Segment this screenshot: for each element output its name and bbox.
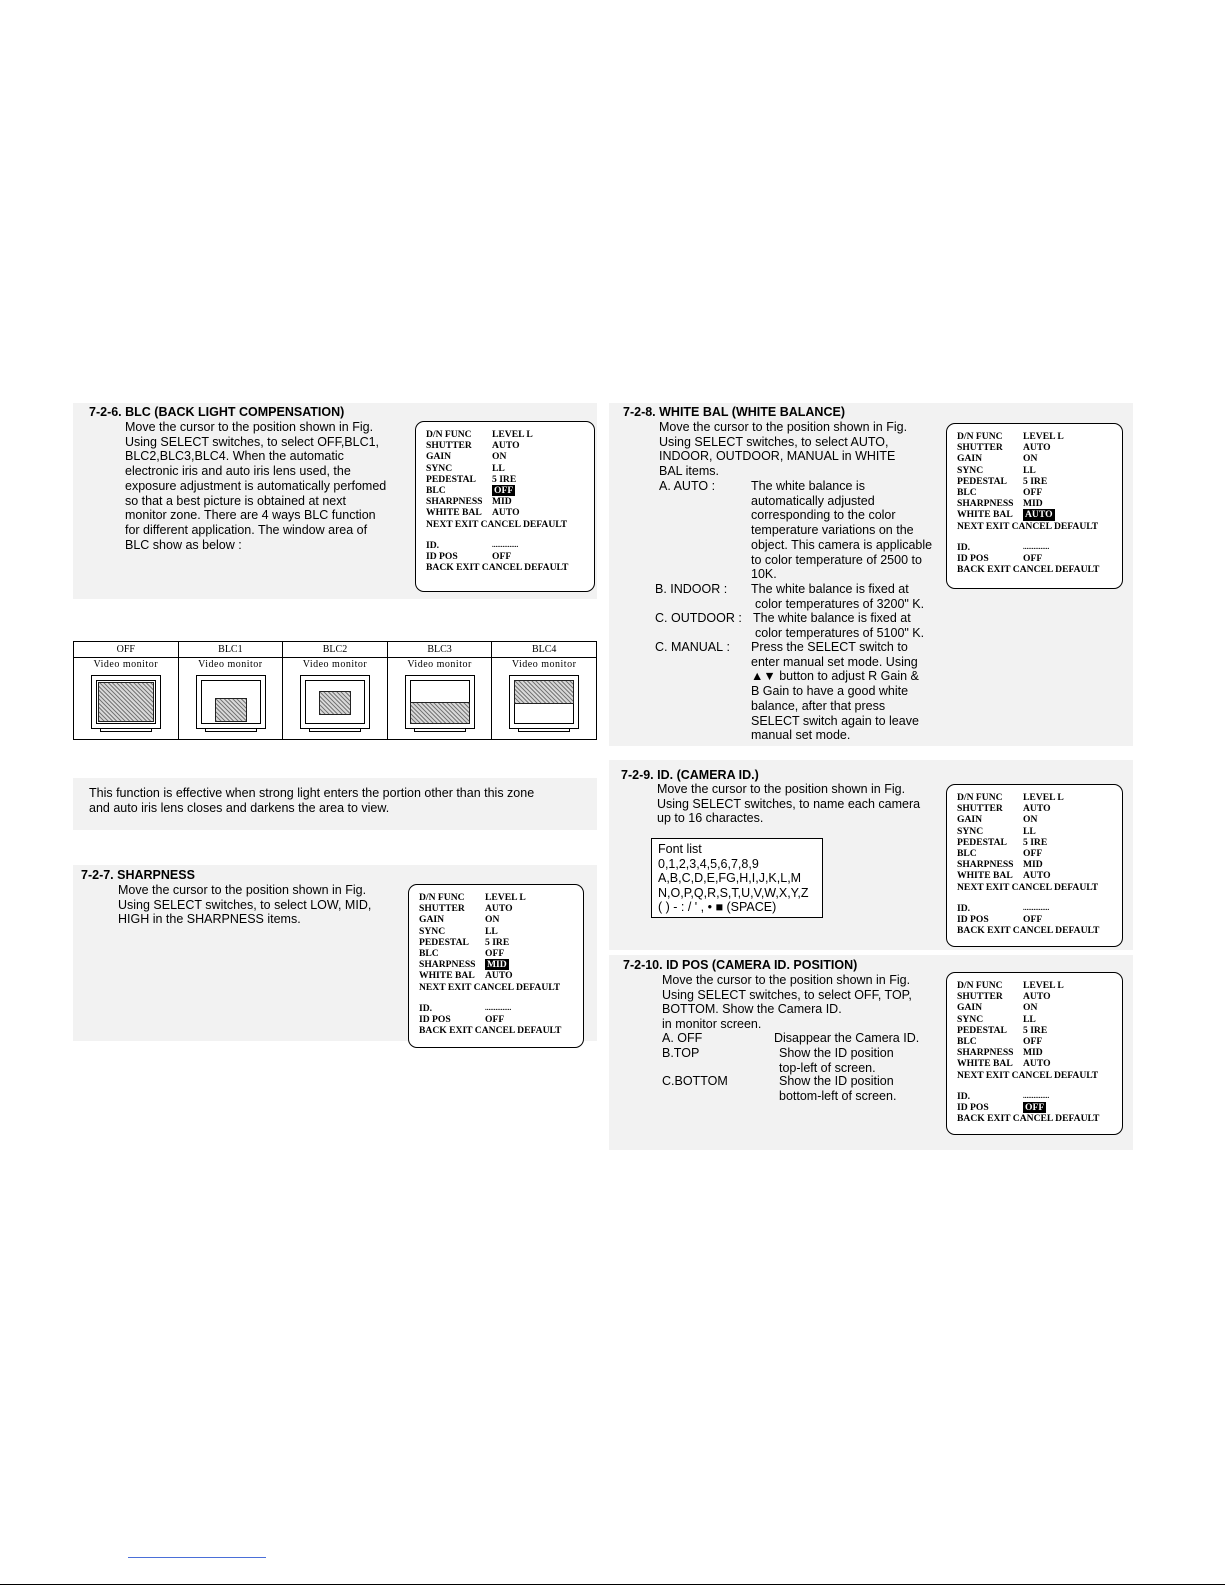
text-line: automatically adjusted (751, 493, 875, 508)
menu-value: LEVEL L (1023, 980, 1064, 991)
menu-row-white-bal (426, 507, 594, 518)
menu-row-id-pos (957, 1102, 1122, 1113)
text-line: ▲▼ button to adjust R Gain & (751, 669, 919, 684)
menu-row-dn-func (957, 792, 1122, 803)
menu-key: D/N FUNC (957, 792, 1003, 803)
blc-description (125, 420, 386, 552)
menu-row-back: BACK EXIT CANCEL DEFAULT (426, 562, 569, 574)
menu-key: SYNC (957, 1013, 984, 1025)
text-line: SELECT switch again to leave (751, 713, 919, 728)
text-line: and auto iris lens closes and darkens the area to view. (89, 800, 390, 815)
menu-row-sharpness (419, 959, 583, 970)
text-line: Using SELECT switches, to select AUTO, (659, 434, 889, 449)
text-line: INDOOR, OUTDOOR, MANUAL in WHITE (659, 449, 896, 464)
menu-key: PEDESTAL (419, 936, 469, 948)
menu-key: PEDESTAL (426, 473, 476, 485)
blc-cell-blc2 (283, 642, 388, 739)
text-line: Using SELECT switches, to name each camera (657, 796, 921, 811)
menu-key: BLC (419, 947, 439, 959)
menu-key: ID POS (957, 913, 989, 925)
option-text-off: Disappear the Camera ID. (774, 1031, 920, 1045)
text-line: to color temperature of 2500 to (751, 552, 922, 567)
monitor-stand (205, 728, 257, 732)
text-line: electronic iris and auto iris lens used, the (125, 464, 351, 479)
option-label-bottom: C.BOTTOM (662, 1074, 728, 1088)
blc-cell-label: BLC3 (388, 642, 492, 658)
menu-key: GAIN (957, 453, 983, 465)
menu-row-dn-func (957, 980, 1122, 991)
menu-row-pedestal (419, 937, 583, 948)
menu-gap (957, 893, 1122, 903)
menu-gap (957, 1081, 1122, 1091)
sharpness-description (118, 883, 371, 927)
osd-menu-white-bal (946, 423, 1123, 589)
text-line: Using SELECT switches, to select OFF, TOP, (662, 987, 912, 1002)
menu-value: ............... (1023, 903, 1050, 912)
menu-row-dn-func (426, 429, 594, 440)
menu-key: BLC (957, 847, 977, 859)
menu-key: BLC (957, 1035, 977, 1047)
option-text-bottom (779, 1074, 896, 1103)
menu-key: WHITE BAL (419, 970, 475, 982)
camera-id-description (657, 782, 920, 826)
option-text-outdoor (753, 611, 924, 640)
menu-row-id (426, 540, 594, 551)
menu-row-id-pos (419, 1014, 583, 1025)
menu-key: PEDESTAL (957, 836, 1007, 848)
menu-key: SYNC (957, 825, 984, 837)
menu-key: ID. (957, 1090, 971, 1102)
text-line: corresponding to the color (751, 508, 896, 523)
blc-cell-blc4 (492, 642, 596, 739)
monitor-icon (300, 675, 370, 729)
menu-row-gain (957, 814, 1122, 825)
monitor-icon (509, 675, 579, 729)
menu-row-id (957, 1091, 1122, 1102)
blc-window-table (73, 641, 597, 740)
menu-key: PEDESTAL (957, 1024, 1007, 1036)
menu-row-id-pos (957, 553, 1122, 564)
menu-row-back: BACK EXIT CANCEL DEFAULT (957, 1113, 1100, 1125)
menu-value: OFF (1023, 847, 1043, 859)
text-line: top-left of screen. (779, 1060, 876, 1075)
menu-row-gain (426, 451, 594, 462)
menu-gap (426, 530, 594, 540)
text-line: temperature variations on the (751, 523, 914, 538)
menu-row-next: NEXT EXIT CANCEL DEFAULT (419, 981, 561, 993)
menu-row-pedestal (957, 1025, 1122, 1036)
menu-key: ID POS (419, 1013, 451, 1025)
menu-key: SHUTTER (419, 903, 465, 915)
menu-row-pedestal (957, 837, 1122, 848)
menu-row-white-bal (419, 970, 583, 981)
blc-cell-label: OFF (74, 642, 178, 658)
menu-row-id (957, 903, 1122, 914)
monitor-stand (100, 728, 152, 732)
blc-cell-label: BLC2 (283, 642, 387, 658)
menu-value-highlighted: MID (487, 959, 507, 971)
menu-row-gain (957, 1002, 1122, 1013)
menu-key: WHITE BAL (957, 509, 1013, 521)
menu-key: D/N FUNC (426, 429, 472, 440)
blc-cell-caption: Video monitor (302, 659, 368, 670)
menu-key: ID POS (426, 550, 458, 562)
menu-row-sharpness (957, 859, 1122, 870)
blc-cell-caption: Video monitor (198, 659, 263, 670)
menu-value: MID (1023, 859, 1043, 871)
menu-key: WHITE BAL (426, 507, 482, 519)
option-text-manual (751, 640, 919, 743)
font-list-line: N,O,P,Q,R,S,T,U,V,W,X,Y,Z (658, 885, 809, 900)
option-label-indoor: B. INDOOR : (655, 582, 728, 596)
menu-value-highlighted: OFF (494, 484, 514, 496)
menu-key: SHUTTER (426, 440, 472, 452)
text-line: 10K. (751, 567, 777, 582)
option-text-auto (751, 479, 932, 582)
menu-row-gain (419, 914, 583, 925)
blc-section-title: 7-2-6. BLC (BACK LIGHT COMPENSATION) (89, 405, 345, 419)
text-line: This function is effective when strong light enters the portion other than this zone (89, 786, 535, 800)
option-label-off: A. OFF (662, 1031, 703, 1045)
menu-key: SYNC (426, 462, 453, 474)
font-list-line: A,B,C,D,E,FG,H,I,J,K,L,M (658, 871, 802, 886)
menu-row-sharpness (957, 498, 1122, 509)
osd-menu-camera-id (946, 784, 1123, 947)
menu-key: WHITE BAL (957, 1058, 1013, 1070)
menu-value: LL (1023, 464, 1036, 476)
menu-value: LEVEL L (485, 892, 526, 903)
menu-value: 5 IRE (492, 473, 517, 485)
monitor-stand (414, 728, 466, 732)
text-line: for different application. The window area of (125, 522, 368, 537)
blc-zone (319, 691, 351, 715)
white-bal-description (659, 420, 907, 479)
menu-value: OFF (485, 1013, 505, 1025)
menu-key: SHARPNESS (957, 498, 1014, 510)
menu-key: SYNC (957, 464, 984, 476)
monitor-icon (91, 675, 161, 729)
footer-link-underline (128, 1557, 266, 1558)
menu-key: SHARPNESS (419, 959, 476, 971)
menu-value: LEVEL L (1023, 792, 1064, 803)
menu-key: BLC (426, 484, 446, 496)
menu-row-blc (419, 948, 583, 959)
menu-value-highlighted: AUTO (1025, 509, 1053, 521)
menu-key: SHUTTER (957, 803, 1003, 815)
font-list-line: ( ) - : / ' , • ■ (SPACE) (658, 900, 777, 915)
menu-value: ON (492, 451, 507, 463)
menu-value: OFF (1023, 552, 1043, 564)
text-line: in monitor screen. (662, 1017, 762, 1032)
id-pos-description (662, 973, 912, 1032)
white-bal-section-title: 7-2-8. WHITE BAL (WHITE BALANCE) (623, 405, 845, 419)
blc-zone (215, 698, 247, 722)
menu-row-shutter (419, 903, 583, 914)
menu-key: PEDESTAL (957, 475, 1007, 487)
text-line: Move the cursor to the position shown in Fig. (657, 782, 906, 796)
menu-key: SHUTTER (957, 991, 1003, 1003)
menu-key: WHITE BAL (957, 870, 1013, 882)
menu-row-blc (957, 1036, 1122, 1047)
text-line: Show the ID position (779, 1046, 894, 1060)
blc-cell-caption: Video monitor (407, 659, 472, 670)
menu-row-shutter (426, 440, 594, 451)
menu-value: ON (1023, 1002, 1038, 1014)
text-line: BAL items. (659, 464, 719, 479)
menu-row-sync (957, 1014, 1122, 1025)
menu-row-blc (426, 485, 594, 496)
font-list-box (651, 838, 823, 918)
menu-value: OFF (1023, 486, 1043, 498)
monitor-stand (309, 728, 361, 732)
menu-value: MID (492, 496, 512, 508)
menu-row-back: BACK EXIT CANCEL DEFAULT (419, 1025, 562, 1037)
blc-cell-caption: Video monitor (93, 659, 159, 670)
menu-row-pedestal (957, 476, 1122, 487)
text-line: B Gain to have a good white (751, 684, 909, 699)
menu-value: ON (1023, 814, 1038, 826)
menu-gap (957, 532, 1122, 542)
option-label-manual: C. MANUAL : (655, 640, 731, 654)
menu-row-blc (957, 487, 1122, 498)
menu-value: OFF (485, 947, 505, 959)
text-line: BLC2,BLC3,BLC4. When the automatic (125, 449, 344, 464)
menu-row-sharpness (957, 1047, 1122, 1058)
text-line: exposure adjustment is automatically perfomed (125, 478, 387, 493)
menu-value: AUTO (492, 440, 520, 452)
text-line: object. This camera is applicable (751, 537, 933, 552)
menu-key: GAIN (957, 1002, 983, 1014)
menu-row-shutter (957, 991, 1122, 1002)
menu-row-dn-func (957, 431, 1122, 442)
text-line: color temperatures of 5100" K. (755, 625, 925, 640)
menu-value: ............... (485, 1003, 512, 1012)
text-line: Using SELECT switches, to select LOW, MID, (118, 897, 372, 912)
option-label-top: B.TOP (662, 1046, 700, 1060)
menu-row-id (957, 542, 1122, 553)
menu-row-white-bal (957, 1058, 1122, 1069)
text-line: up to 16 charactes. (657, 811, 764, 826)
menu-key: GAIN (957, 814, 983, 826)
text-line: Move the cursor to the position shown in Fig. (118, 883, 367, 897)
menu-row-next: NEXT EXIT CANCEL DEFAULT (957, 520, 1099, 532)
blc-cell-label: BLC4 (492, 642, 596, 658)
text-line: Show the ID position (779, 1074, 894, 1088)
text-line: manual set mode. (751, 728, 851, 743)
text-line: Move the cursor to the position shown in Fig. (662, 973, 911, 987)
menu-key: ID POS (957, 552, 989, 564)
text-line: The white balance is fixed at (753, 611, 911, 625)
blc-cell-label: BLC1 (179, 642, 283, 658)
text-line: bottom-left of screen. (779, 1088, 897, 1103)
menu-key: ID POS (957, 1101, 989, 1113)
menu-value: AUTO (1023, 442, 1051, 454)
menu-key: ID. (426, 539, 440, 551)
menu-value: AUTO (492, 507, 520, 519)
menu-row-shutter (957, 803, 1122, 814)
menu-row-sync (957, 826, 1122, 837)
menu-value: AUTO (485, 903, 513, 915)
menu-row-dn-func (419, 892, 583, 903)
blc-cell-off (74, 642, 179, 739)
text-line: color temperatures of 3200" K. (755, 596, 925, 611)
font-list-title: Font list (658, 842, 702, 856)
menu-key: D/N FUNC (957, 431, 1003, 442)
osd-menu-sharpness (408, 884, 584, 1048)
menu-row-blc (957, 848, 1122, 859)
menu-row-white-bal (957, 509, 1122, 520)
blc-zone (98, 682, 154, 722)
menu-row-white-bal (957, 870, 1122, 881)
text-line: Move the cursor to the position shown in Fig. (659, 420, 908, 434)
menu-key: ID. (419, 1002, 433, 1014)
text-line: BOTTOM. Show the Camera ID. (662, 1002, 842, 1017)
osd-menu-id-pos (946, 972, 1123, 1135)
menu-value-highlighted: OFF (1025, 1101, 1045, 1113)
menu-row-id-pos (957, 914, 1122, 925)
menu-row-sync (957, 465, 1122, 476)
menu-value: LL (485, 925, 498, 937)
menu-key: GAIN (426, 451, 452, 463)
menu-value: OFF (492, 550, 512, 562)
font-list-line: 0,1,2,3,4,5,6,7,8,9 (658, 856, 759, 871)
text-line: Press the SELECT switch to (751, 640, 908, 654)
menu-value: ON (1023, 453, 1038, 465)
menu-key: BLC (957, 486, 977, 498)
menu-value: 5 IRE (1023, 1024, 1048, 1036)
text-line: so that a best picture is obtained at next (125, 493, 346, 508)
menu-value: ............... (492, 540, 519, 549)
menu-value: ON (485, 914, 500, 926)
menu-key: GAIN (419, 914, 445, 926)
menu-value: 5 IRE (1023, 475, 1048, 487)
monitor-stand (518, 728, 570, 732)
monitor-icon (405, 675, 475, 729)
menu-row-back: BACK EXIT CANCEL DEFAULT (957, 564, 1100, 576)
menu-row-gain (957, 453, 1122, 464)
blc-cell-blc3 (388, 642, 493, 739)
menu-value: AUTO (1023, 1058, 1051, 1070)
menu-row-sharpness (426, 496, 594, 507)
menu-row-next: NEXT EXIT CANCEL DEFAULT (957, 1069, 1099, 1081)
menu-key: SYNC (419, 925, 446, 937)
camera-id-section-title: 7-2-9. ID. (CAMERA ID.) (621, 768, 759, 782)
menu-key: SHARPNESS (957, 859, 1014, 871)
menu-row-id-pos (426, 551, 594, 562)
text-line: The white balance is (751, 479, 865, 493)
menu-key: SHUTTER (957, 442, 1003, 454)
text-line: balance, after that press (751, 698, 886, 713)
id-pos-section-title: 7-2-10. ID POS (CAMERA ID. POSITION) (623, 958, 858, 972)
blc-cell-blc1 (179, 642, 284, 739)
blc-zone (514, 680, 574, 704)
menu-value: AUTO (1023, 991, 1051, 1003)
menu-value: LEVEL L (1023, 431, 1064, 442)
menu-value: AUTO (485, 970, 513, 982)
menu-gap (419, 993, 583, 1003)
menu-value: LL (1023, 825, 1036, 837)
option-text-top (779, 1046, 894, 1075)
menu-key: ID. (957, 541, 971, 553)
menu-row-sync (426, 463, 594, 474)
menu-value: ............... (1023, 1091, 1050, 1100)
menu-value: LL (492, 462, 505, 474)
blc-note (89, 786, 534, 815)
osd-menu-blc (415, 421, 595, 592)
text-line: The white balance is fixed at (751, 582, 909, 596)
option-text-indoor (751, 582, 924, 611)
menu-key: SHARPNESS (426, 496, 483, 508)
text-line: HIGH in the SHARPNESS items. (118, 912, 301, 927)
option-label-auto: A. AUTO : (659, 479, 716, 493)
text-line: monitor zone. There are 4 ways BLC function (125, 508, 376, 523)
menu-value: LL (1023, 1013, 1036, 1025)
menu-value: AUTO (1023, 870, 1051, 882)
menu-row-sync (419, 926, 583, 937)
menu-key: ID. (957, 902, 971, 914)
menu-value: AUTO (1023, 803, 1051, 815)
text-line: enter manual set mode. Using (751, 654, 918, 669)
option-label-outdoor: C. OUTDOOR : (655, 611, 742, 625)
text-line: Move the cursor to the position shown in Fig. (125, 420, 374, 434)
blc-zone (410, 702, 470, 724)
menu-value: OFF (1023, 1035, 1043, 1047)
menu-key: D/N FUNC (419, 892, 465, 903)
menu-key: SHARPNESS (957, 1047, 1014, 1059)
menu-value: LEVEL L (492, 429, 533, 440)
menu-value: MID (1023, 498, 1043, 510)
menu-row-back: BACK EXIT CANCEL DEFAULT (957, 925, 1100, 937)
sharpness-section-title: 7-2-7. SHARPNESS (81, 868, 195, 882)
blc-cell-caption: Video monitor (511, 659, 577, 670)
menu-row-shutter (957, 442, 1122, 453)
menu-row-next: NEXT EXIT CANCEL DEFAULT (957, 881, 1099, 893)
monitor-icon (196, 675, 266, 729)
menu-value: 5 IRE (1023, 836, 1048, 848)
menu-value: 5 IRE (485, 936, 510, 948)
menu-value: ............... (1023, 542, 1050, 551)
text-line: BLC show as below : (125, 537, 242, 552)
text-line: Using SELECT switches, to select OFF,BLC1, (125, 434, 380, 449)
menu-row-next: NEXT EXIT CANCEL DEFAULT (426, 518, 568, 530)
menu-key: D/N FUNC (957, 980, 1003, 991)
menu-value: MID (1023, 1047, 1043, 1059)
menu-row-id (419, 1003, 583, 1014)
menu-row-pedestal (426, 474, 594, 485)
menu-value: OFF (1023, 913, 1043, 925)
